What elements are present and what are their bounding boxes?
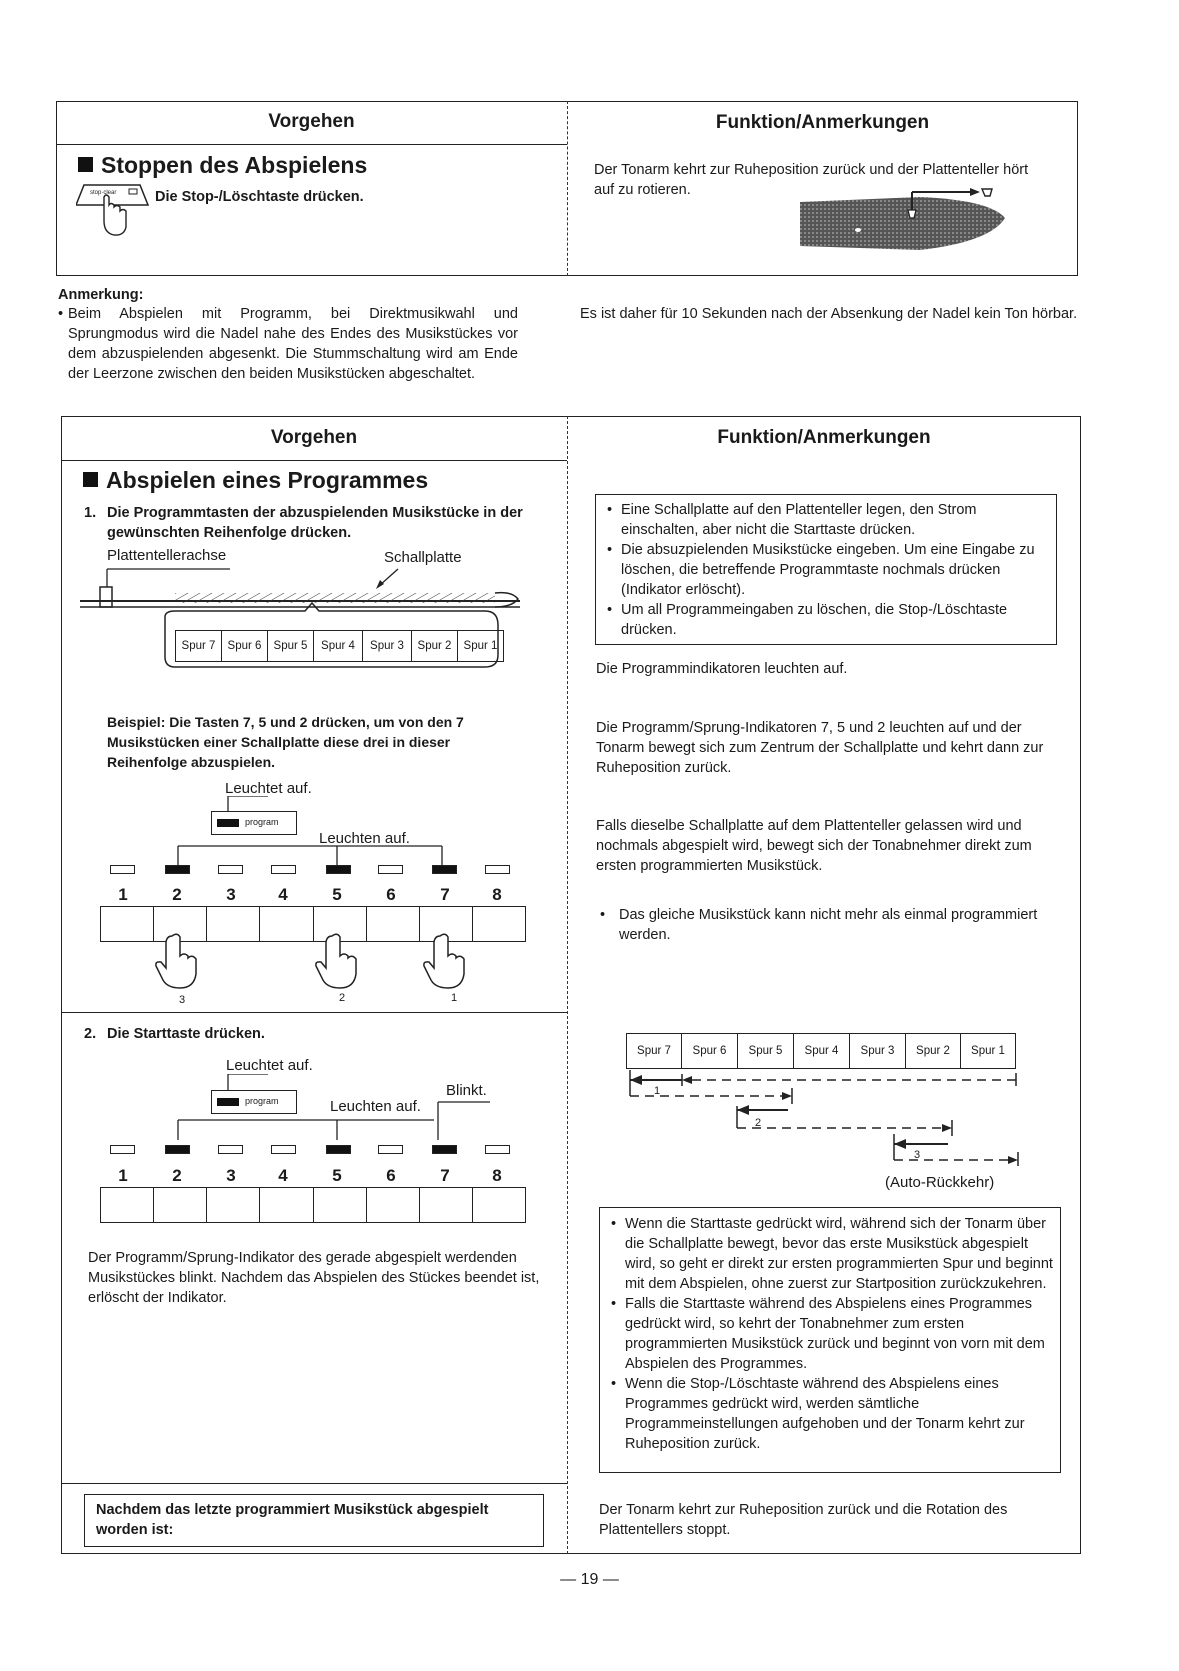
program-key-1[interactable] [101, 1188, 154, 1222]
sequence-label: 2 [755, 1117, 762, 1129]
key-number: 2 [172, 885, 182, 904]
instruction-item: • Wenn die Stop-/Löschtaste während des Abspielens eines Programmes gedrückt wird, werden sämtliche Programmeinstellungen aufgehoben und der Tonarm kehrt zur Ruheposition zurück. [607, 1374, 1055, 1454]
section1-title-text: Stoppen des Abspielens [101, 152, 368, 178]
key-number: 7 [440, 1166, 450, 1185]
lit-plural-label-1: Leuchten auf. [319, 830, 410, 847]
program-label: program [245, 1096, 279, 1106]
key-number: 8 [492, 885, 502, 904]
program-led [217, 819, 239, 827]
indicator-4 [271, 865, 296, 874]
indicator-7 [432, 1145, 457, 1154]
right-p4-list [596, 905, 1056, 945]
indicator-8 [485, 865, 510, 874]
key-number: 8 [492, 1166, 502, 1185]
section2-header-left: Vorgehen [270, 427, 358, 448]
instruction-item: • Eine Schallplatte auf den Plattenteller legen, den Strom einschalten, aber nicht die Starttaste drücken. [603, 500, 1053, 540]
program-key-3[interactable] [207, 907, 260, 941]
section2-divider [567, 416, 568, 1554]
indicator-6 [378, 865, 403, 874]
press-order-label: 3 [179, 994, 186, 1006]
track-cell: Spur 1 [463, 640, 498, 652]
indicator-6 [378, 1145, 403, 1154]
track-strip-1 [175, 630, 504, 662]
right-p4: • Das gleiche Musikstück kann nicht mehr als einmal programmiert werden. [596, 905, 1056, 945]
program-key-3[interactable] [207, 1188, 260, 1222]
indicator-7 [432, 865, 457, 874]
indicator-3 [218, 865, 243, 874]
indicator-2 [165, 1145, 190, 1154]
pressing-hand-icon [312, 932, 362, 990]
key-number: 1 [118, 885, 128, 904]
program-key-8[interactable] [473, 907, 525, 941]
note-right: Es ist daher für 10 Sekunden nach der Absenkung der Nadel kein Ton hörbar. [580, 306, 1078, 322]
track-cell: Spur 5 [738, 1034, 794, 1068]
program-key-6[interactable] [367, 1188, 420, 1222]
key-number: 4 [278, 1166, 288, 1185]
program-key-8[interactable] [473, 1188, 525, 1222]
indicator-3 [218, 1145, 243, 1154]
example-text: Beispiel: Die Tasten 7, 5 und 2 drücken, um von den 7 Musikstücken einer Schallplatte diese drei in dieser Reihenfolge abzuspielen. [107, 714, 464, 770]
lit-label-1: Leuchtet auf. [225, 780, 312, 797]
turntable-illustration [800, 188, 1010, 268]
program-label: program [245, 817, 279, 827]
program-key-2[interactable] [154, 1188, 207, 1222]
press-order-label: 2 [339, 992, 346, 1004]
stop-clear-button-label: stop·clear [90, 190, 117, 196]
right-p3: Falls dieselbe Schallplatte auf dem Plattenteller gelassen wird und nochmals abgespielt wird, bewegt sich der Tonabnehmer direkt zum ersten programmierten Musikstück. [596, 818, 1032, 874]
final-function-text: Der Tonarm kehrt zur Ruheposition zurück und die Rotation des Plattentellers stoppt. [599, 1502, 1008, 1538]
lit-pointer-1 [210, 796, 270, 812]
section2-final-rule [61, 1483, 567, 1484]
step1-text: Die Programmtasten der abzuspielenden Musikstücke in der gewünschten Reihenfolge drücken. [107, 505, 523, 541]
section1-header-rule [56, 144, 567, 145]
playback-sequence-diagram [622, 1070, 1022, 1170]
program-key-7[interactable] [420, 1188, 473, 1222]
section2-header-right: Funktion/Anmerkungen [717, 427, 931, 448]
sequence-label: 1 [654, 1085, 661, 1097]
square-bullet-icon [83, 472, 98, 487]
key-number: 4 [278, 885, 288, 904]
auto-return-label: (Auto-Rückkehr) [885, 1174, 995, 1191]
program-key-4[interactable] [260, 907, 313, 941]
program-keys-row-2[interactable] [100, 1187, 526, 1223]
label-turntable-axis: Plattentellerachse [107, 547, 227, 564]
indicator-1 [110, 865, 135, 874]
section1-header-right: Funktion/Anmerkungen [715, 112, 930, 133]
step2-explanation: Der Programm/Sprung-Indikator des gerade abgespielt werdenden Musikstückes blinkt. Nachdem das Abspielen des Stückes beendet ist, erlöscht der Indikator. [88, 1250, 540, 1306]
track-cell: Spur 2 [412, 631, 458, 661]
program-key-1[interactable] [101, 907, 154, 941]
key-number: 1 [118, 1166, 128, 1185]
track-cell: Spur 6 [682, 1034, 738, 1068]
instruction-item: • Wenn die Starttaste gedrückt wird, während sich der Tonarm über die Schallplatte bewegt, bevor das erste Musikstück abgespielt wird, so geht er direkt zur ersten programmierten Spur und beginnt mit dem Abspielen, ohne zuerst zur Startposition zurückzukehren. [607, 1214, 1055, 1294]
indicator-5 [326, 865, 351, 874]
pressing-hand-icon [420, 932, 470, 990]
instruction-item: • Um all Programmeingaben zu löschen, die Stop-/Löschtaste drücken. [603, 600, 1053, 640]
track-cell: Spur 2 [906, 1034, 961, 1068]
key-number: 5 [332, 1166, 342, 1185]
step1-number: 1. [84, 505, 97, 521]
track-cell: Spur 6 [222, 631, 268, 661]
program-indicator-1 [211, 811, 297, 835]
lit-plural-label-2: Leuchten auf. [330, 1098, 421, 1115]
track-cell: Spur 1 [971, 1045, 1005, 1057]
track-cell: Spur 4 [314, 631, 363, 661]
indicator-1 [110, 1145, 135, 1154]
final-step-text: Nachdem das letzte programmiert Musikstück abgespielt worden ist: [96, 1502, 489, 1538]
indicator-8 [485, 1145, 510, 1154]
note-left [58, 304, 518, 384]
track-cell: Spur 5 [268, 631, 314, 661]
note-left-item: • Beim Abspielen mit Programm, bei Direktmusikwahl und Sprungmodus wird die Nadel nahe des Endes des Musikstückes vor dem abzuspielenden abgesenkt. Die Stummschaltung wird am Ende der Leerzone zwischen den beiden Musikstücken abgeschaltet. [54, 304, 518, 384]
label-record: Schallplatte [384, 549, 462, 566]
indicator-4 [271, 1145, 296, 1154]
key-number: 6 [386, 1166, 396, 1185]
indicator-5 [326, 1145, 351, 1154]
key-number: 5 [332, 885, 342, 904]
instructions-list-1 [603, 500, 1053, 640]
track-cell: Spur 7 [627, 1034, 682, 1068]
instruction-item: • Die absuzpielenden Musikstücke eingeben. Um eine Eingabe zu löschen, die betreffende Programmtaste nochmals drücken (Indikator erlöscht). [603, 540, 1053, 600]
step2-text: Die Starttaste drücken. [107, 1026, 265, 1042]
track-strip-2 [626, 1033, 1016, 1069]
section1-step: Die Stop-/Löschtaste drücken. [155, 189, 364, 205]
blinks-label: Blinkt. [446, 1082, 487, 1099]
key-number: 3 [226, 885, 236, 904]
indicator-2 [165, 865, 190, 874]
instructions-list-2 [607, 1214, 1055, 1454]
section2-header-rule [61, 460, 567, 461]
section1-title [78, 152, 367, 179]
key-number: 2 [172, 1166, 182, 1185]
track-cell: Spur 4 [794, 1034, 850, 1068]
stop-clear-button-icon [76, 181, 152, 239]
lit-bracket-2 [170, 1100, 500, 1140]
key-number: 6 [386, 885, 396, 904]
instruction-item: • Falls die Starttaste während des Abspielens eines Programmes gedrückt wird, so kehrt der Tonabnehmer zum ersten programmierten Musikstück zurück und beginnt von vorn mit dem Abspielen des Programmes. [607, 1294, 1055, 1374]
lit-bracket-1 [170, 844, 450, 866]
track-cell: Spur 7 [176, 631, 222, 661]
program-key-5[interactable] [314, 1188, 367, 1222]
right-p1: Die Programmindikatoren leuchten auf. [596, 661, 848, 677]
lit-label-2: Leuchtet auf. [226, 1057, 313, 1074]
section1-header-left: Vorgehen [268, 111, 355, 132]
section2-title-text: Abspielen eines Programmes [106, 467, 429, 493]
pressing-hand-icon [152, 932, 202, 990]
square-bullet-icon [78, 157, 93, 172]
step2-number: 2. [84, 1026, 97, 1042]
note-heading: Anmerkung: [58, 287, 144, 303]
section2-title [83, 467, 428, 494]
key-number: 7 [440, 885, 450, 904]
lit-pointer-2 [210, 1074, 270, 1090]
program-key-6[interactable] [367, 907, 420, 941]
track-cell: Spur 3 [363, 631, 412, 661]
section1-function-text: Der Tonarm kehrt zur Ruheposition zurück und der Plattenteller hört auf zu rotieren. [594, 162, 1029, 198]
program-key-4[interactable] [260, 1188, 313, 1222]
key-number: 3 [226, 1166, 236, 1185]
section2-step-rule [61, 1012, 567, 1013]
track-cell: Spur 3 [850, 1034, 906, 1068]
press-order-label: 1 [451, 992, 458, 1004]
right-p2: Die Programm/Sprung-Indikatoren 7, 5 und 2 leuchten auf und der Tonarm bewegt sich zum Zentrum der Schallplatte und kehrt dann zur Ruheposition zurück. [596, 720, 1044, 776]
page-number: — 19 — [560, 1571, 619, 1588]
sequence-label: 3 [914, 1149, 921, 1161]
